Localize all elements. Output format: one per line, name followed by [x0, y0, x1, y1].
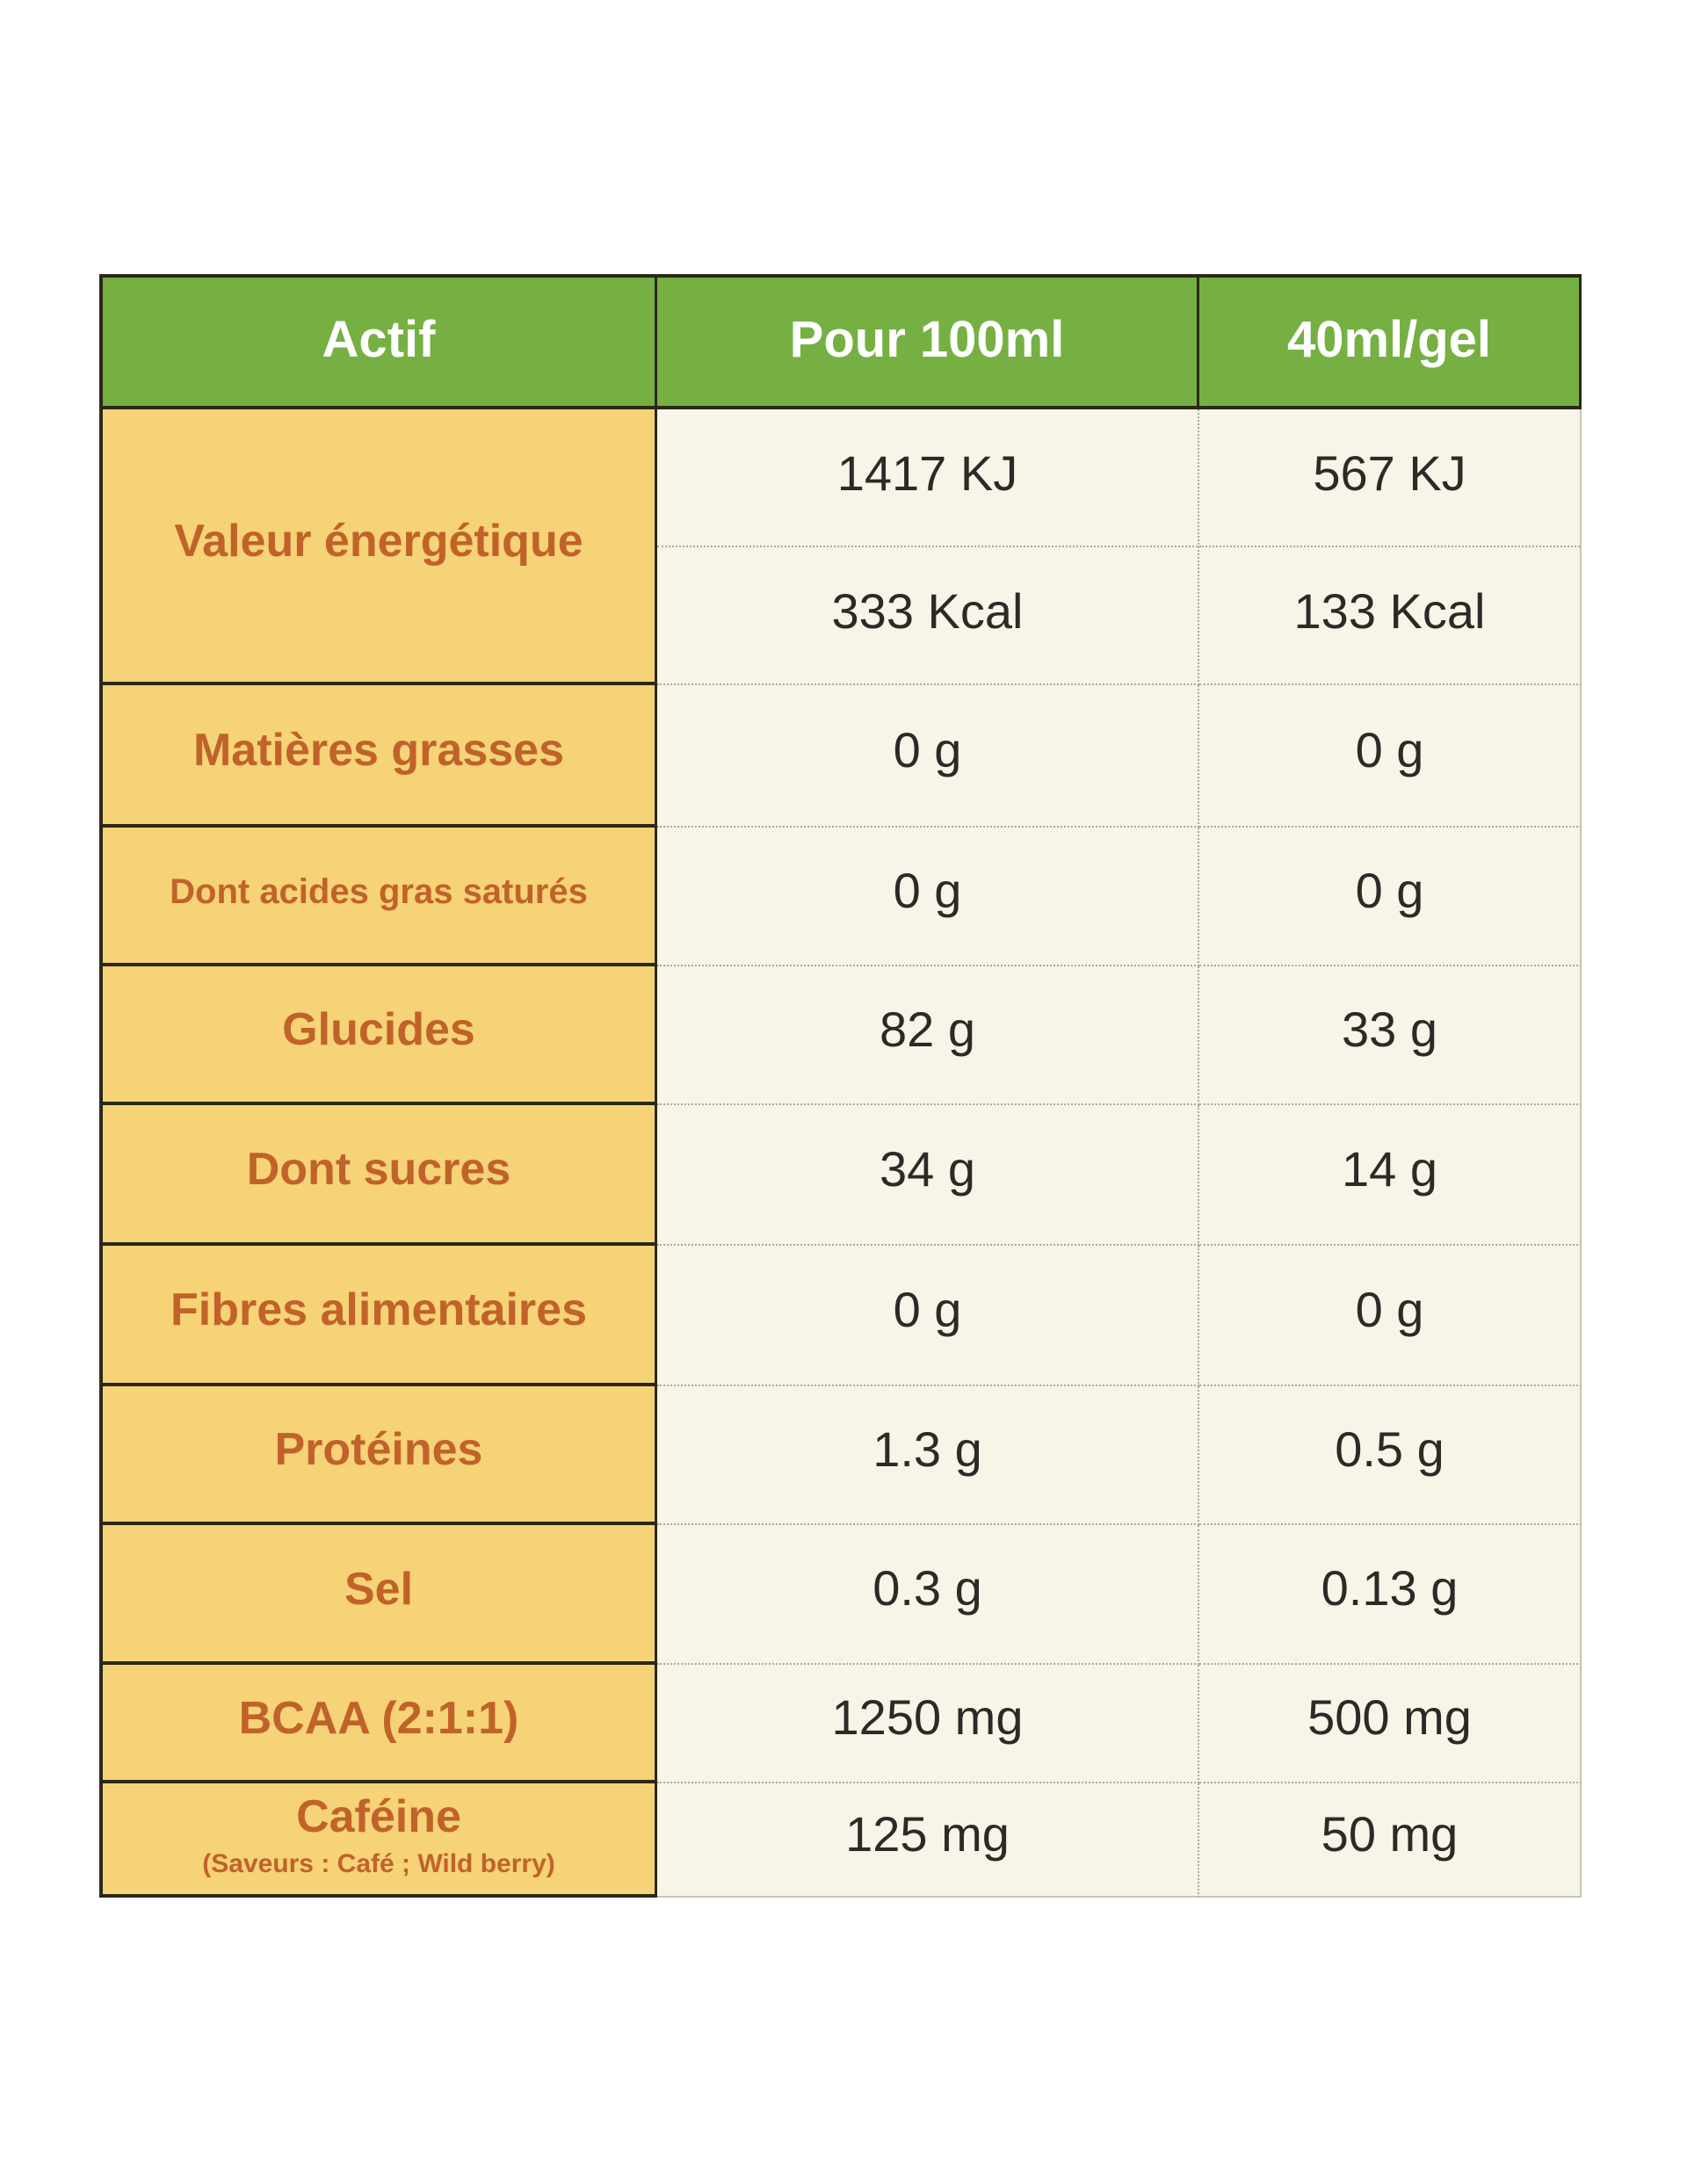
value-sel-per-100ml: 0.3 g [657, 1525, 1199, 1665]
row-label-bcaa: BCAA (2:1:1) [99, 1665, 657, 1783]
value-acides-gras-per-gel: 0 g [1199, 828, 1582, 966]
value-matieres-grasses-per-100ml: 0 g [657, 685, 1199, 828]
cafeine-sublabel: (Saveurs : Café ; Wild berry) [202, 1849, 555, 1879]
value-energy-per-gel-kj: 567 KJ [1199, 409, 1580, 547]
value-fibres-per-100ml: 0 g [657, 1246, 1199, 1386]
row-label-cafeine [99, 1783, 657, 1898]
value-energy-per-100ml-kcal: 333 Kcal [831, 583, 1024, 639]
value-dont-sucres-per-gel: 14 g [1199, 1105, 1582, 1246]
value-energy-per-100ml-kj: 1417 KJ [657, 409, 1198, 547]
value-proteines-per-gel: 0.5 g [1199, 1386, 1582, 1525]
value-fibres-per-gel: 0 g [1199, 1246, 1582, 1386]
cafeine-label: Caféine [296, 1790, 461, 1842]
value-energy-per-gel [1199, 409, 1582, 685]
row-label-proteines: Protéines [99, 1386, 657, 1525]
value-energy-per-100ml [657, 409, 1199, 685]
row-label-fibres-alimentaires: Fibres alimentaires [99, 1246, 657, 1386]
header-cell-pour-100ml: Pour 100ml [657, 274, 1199, 409]
row-label-valeur-energetique: Valeur énergétique [99, 409, 657, 685]
value-energy-per-gel-kcal: 133 Kcal [1293, 583, 1486, 639]
value-glucides-per-gel: 33 g [1199, 966, 1582, 1105]
value-bcaa-per-100ml: 1250 mg [657, 1665, 1199, 1783]
row-label-glucides: Glucides [99, 966, 657, 1105]
value-matieres-grasses-per-gel: 0 g [1199, 685, 1582, 828]
value-cafeine-per-100ml: 125 mg [657, 1783, 1199, 1898]
value-sel-per-gel: 0.13 g [1199, 1525, 1582, 1665]
value-dont-sucres-per-100ml: 34 g [657, 1105, 1199, 1246]
value-acides-gras-per-100ml: 0 g [657, 828, 1199, 966]
row-label-matieres-grasses: Matières grasses [99, 685, 657, 828]
row-label-dont-sucres: Dont sucres [99, 1105, 657, 1246]
header-cell-40ml-gel: 40ml/gel [1199, 274, 1582, 409]
row-label-acides-gras-satures: Dont acides gras saturés [99, 828, 657, 966]
nutrition-table [99, 274, 1582, 1898]
value-glucides-per-100ml: 82 g [657, 966, 1199, 1105]
value-cafeine-per-gel: 50 mg [1199, 1783, 1582, 1898]
row-label-sel: Sel [99, 1525, 657, 1665]
value-proteines-per-100ml: 1.3 g [657, 1386, 1199, 1525]
header-cell-actif: Actif [99, 274, 657, 409]
value-bcaa-per-gel: 500 mg [1199, 1665, 1582, 1783]
